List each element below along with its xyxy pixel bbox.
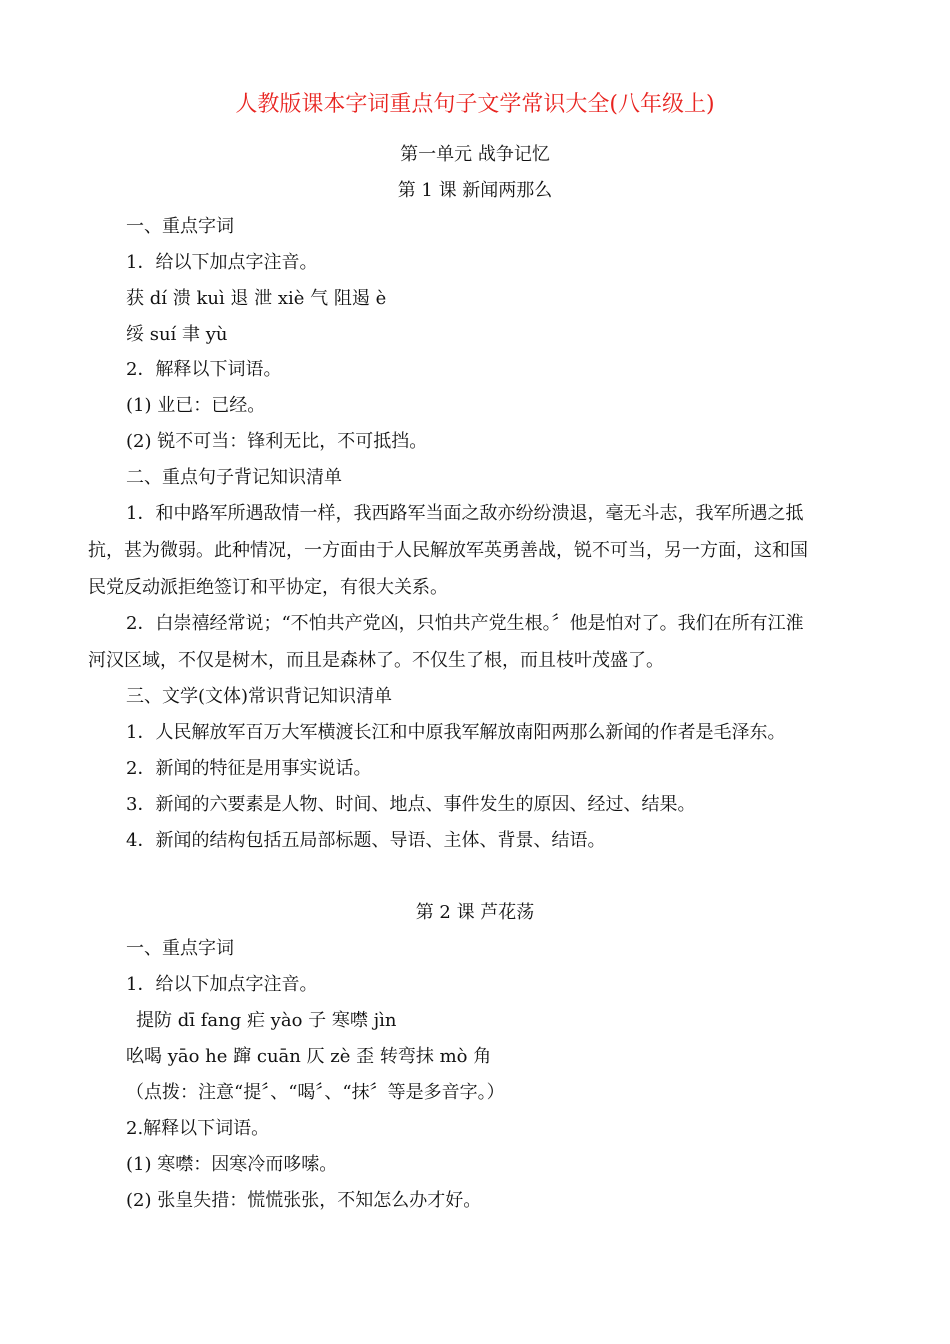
sentence-paragraph: 1．和中路军所遇敌情一样，我西路军当面之敌亦纷纷溃退，毫无斗志，我军所遇之抵 xyxy=(126,503,804,524)
sentence-paragraph: 2．白崇禧经常说；“不怕共产党凶，只怕共产党生根。〞他是怕对了。我们在所有江淮 xyxy=(126,613,804,634)
document-title: 人教版课本字词重点句子文学常识大全(八年级上) xyxy=(235,92,715,117)
pinyin-line: 获 dí 溃 kuì 退 泄 xiè 气 阻遏 è xyxy=(126,288,387,309)
hint-note: （点拨：注意“提〞、“喝〞、“抹〞等是多音字。） xyxy=(126,1082,505,1103)
knowledge-item: 2．新闻的特征是用事实说话。 xyxy=(126,758,372,779)
sentence-paragraph: 河汉区域，不仅是树木，而且是森林了。不仅生了根，而且枝叶茂盛了。 xyxy=(88,650,664,671)
lesson-2-heading: 第 2 课 芦花荡 xyxy=(415,902,535,923)
sentence-paragraph: 民党反动派拒绝签订和平协定，有很大关系。 xyxy=(88,577,448,598)
section-key-words: 一、重点字词 xyxy=(126,216,234,237)
knowledge-item: 3．新闻的六要素是人物、时间、地点、事件发生的原因、经过、结果。 xyxy=(126,794,696,815)
definition-item: (1) 业已：已经。 xyxy=(126,395,266,416)
definition-item: (2) 锐不可当：锋利无比，不可抵挡。 xyxy=(126,431,428,452)
pinyin-line: 吆喝 yāo he 蹿 cuān 仄 zè 歪 转弯抹 mò 角 xyxy=(126,1046,492,1067)
lesson-1-heading: 第 1 课 新闻两那么 xyxy=(397,180,553,201)
unit-heading: 第一单元 战争记忆 xyxy=(400,144,550,165)
pinyin-line: 提防 dī fang 疟 yào 子 寒噤 jìn xyxy=(136,1010,397,1031)
question-pinyin: 1．给以下加点字注音。 xyxy=(126,252,318,273)
question-pinyin: 1．给以下加点字注音。 xyxy=(126,974,318,995)
knowledge-item: 4．新闻的结构包括五局部标题、导语、主体、背景、结语。 xyxy=(126,830,606,851)
section-key-words: 一、重点字词 xyxy=(126,938,234,959)
sentence-paragraph: 抗，甚为微弱。此种情况，一方面由于人民解放军英勇善战，锐不可当，另一方面，这和国 xyxy=(88,540,808,561)
knowledge-item: 1．人民解放军百万大军横渡长江和中原我军解放南阳两那么新闻的作者是毛泽东。 xyxy=(126,722,786,743)
section-key-sentences: 二、重点句子背记知识清单 xyxy=(126,467,342,488)
question-definitions: 2．解释以下词语。 xyxy=(126,359,282,380)
definition-item: (2) 张皇失措：慌慌张张，不知怎么办才好。 xyxy=(126,1190,482,1211)
definition-item: (1) 寒噤：因寒冷而哆嗦。 xyxy=(126,1154,338,1175)
section-literary-knowledge: 三、文学(文体)常识背记知识清单 xyxy=(126,686,393,707)
pinyin-line: 绥 suí 聿 yù xyxy=(126,324,228,345)
question-definitions: 2.解释以下词语。 xyxy=(126,1118,270,1139)
